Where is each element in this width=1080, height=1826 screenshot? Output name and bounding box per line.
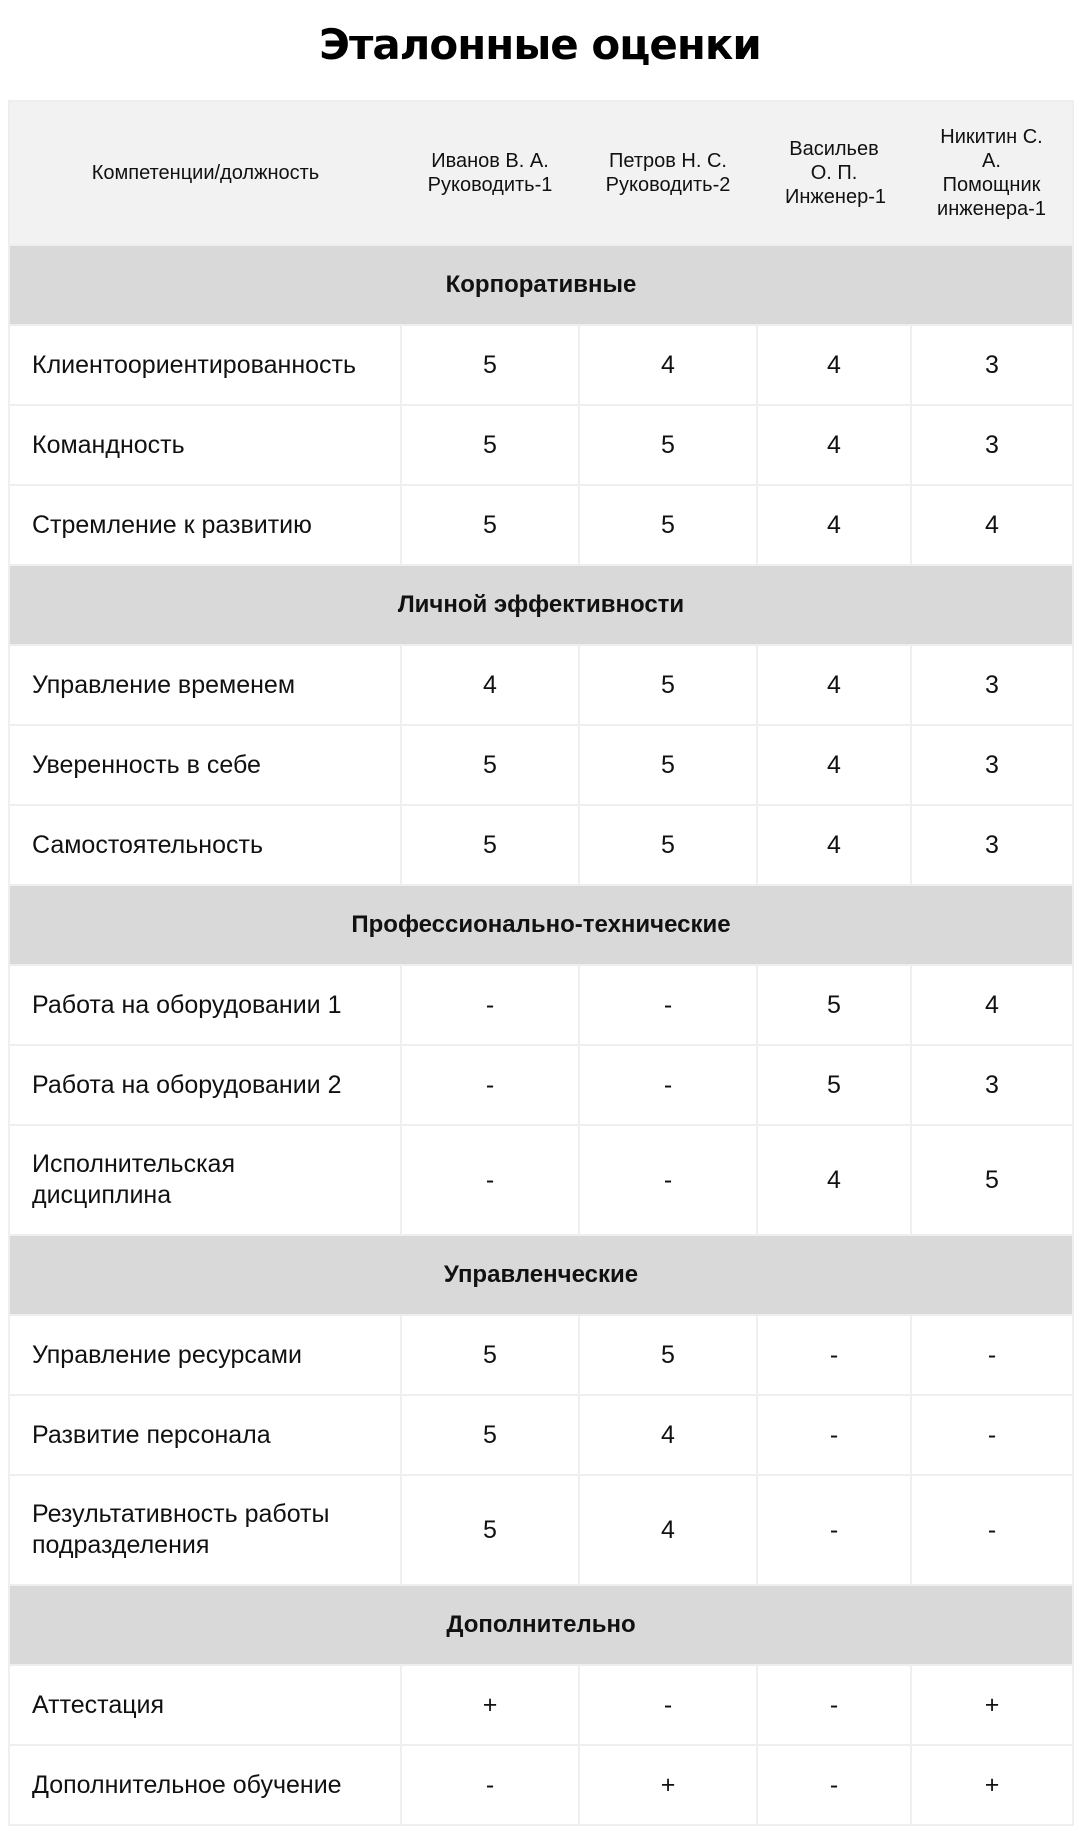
score-cell: + (911, 1745, 1073, 1825)
table-row (9, 645, 1073, 725)
table-row (9, 1745, 1073, 1825)
score-cell: + (579, 1745, 757, 1825)
table-row (9, 1045, 1073, 1125)
competency-name: Уверенность в себе (9, 725, 401, 805)
competency-name: Работа на оборудовании 1 (9, 965, 401, 1045)
group-label: Корпоративные (9, 245, 1073, 325)
score-cell: - (757, 1315, 911, 1395)
score-cell: + (911, 1665, 1073, 1745)
score-cell: 5 (911, 1125, 1073, 1235)
header-competencies: Компетенции/должность (9, 101, 401, 245)
score-cell: 4 (579, 1475, 757, 1585)
score-cell: 4 (579, 325, 757, 405)
score-cell: - (911, 1315, 1073, 1395)
score-cell: - (911, 1475, 1073, 1585)
score-cell: - (757, 1665, 911, 1745)
score-cell: 4 (579, 1395, 757, 1475)
table-row (9, 1315, 1073, 1395)
score-cell: - (579, 1125, 757, 1235)
score-cell: 5 (579, 485, 757, 565)
competency-name: Стремление к развитию (9, 485, 401, 565)
score-cell: 5 (401, 1395, 579, 1475)
score-cell: - (401, 1125, 579, 1235)
score-cell: - (757, 1475, 911, 1585)
score-cell: 5 (579, 725, 757, 805)
group-row (9, 1235, 1073, 1315)
score-cell: 5 (401, 725, 579, 805)
header-employee-3: Васильев О. П. Инженер-1 (757, 101, 911, 245)
competency-name: Развитие персонала (9, 1395, 401, 1475)
score-cell: 3 (911, 725, 1073, 805)
score-cell: - (401, 1745, 579, 1825)
table-row (9, 1395, 1073, 1475)
score-cell: 5 (401, 405, 579, 485)
table-row (9, 485, 1073, 565)
competency-name: Самостоятельность (9, 805, 401, 885)
table-row (9, 965, 1073, 1045)
header-row (9, 101, 1073, 245)
score-cell: - (757, 1395, 911, 1475)
score-cell: 5 (401, 1315, 579, 1395)
score-cell: 5 (401, 485, 579, 565)
score-cell: 3 (911, 1045, 1073, 1125)
score-cell: 4 (911, 485, 1073, 565)
score-cell: 3 (911, 805, 1073, 885)
score-cell: 3 (911, 405, 1073, 485)
score-cell: 4 (401, 645, 579, 725)
score-cell: 4 (757, 405, 911, 485)
competency-name: Управление ресурсами (9, 1315, 401, 1395)
group-row (9, 565, 1073, 645)
page-title: Эталонные оценки (319, 20, 761, 69)
score-cell: 4 (757, 725, 911, 805)
score-cell: 5 (579, 1315, 757, 1395)
score-cell: - (579, 1045, 757, 1125)
table-row (9, 1125, 1073, 1235)
competency-name: Аттестация (9, 1665, 401, 1745)
score-cell: 5 (579, 645, 757, 725)
group-label: Профессионально-технические (9, 885, 1073, 965)
competency-name: Клиентоориентированность (9, 325, 401, 405)
score-cell: 5 (401, 1475, 579, 1585)
table-row (9, 1665, 1073, 1745)
competency-name: Результативность работы подразделения (9, 1475, 401, 1585)
group-label: Управленческие (9, 1235, 1073, 1315)
score-cell: 4 (757, 325, 911, 405)
score-cell: - (911, 1395, 1073, 1475)
table-row (9, 325, 1073, 405)
score-cell: - (579, 965, 757, 1045)
group-label: Личной эффективности (9, 565, 1073, 645)
group-row (9, 245, 1073, 325)
table-row (9, 405, 1073, 485)
score-cell: - (401, 1045, 579, 1125)
competency-name: Работа на оборудовании 2 (9, 1045, 401, 1125)
group-row (9, 1585, 1073, 1665)
score-cell: 3 (911, 645, 1073, 725)
table-row (9, 725, 1073, 805)
competency-name: Управление временем (9, 645, 401, 725)
score-cell: 5 (401, 805, 579, 885)
score-cell: 5 (579, 805, 757, 885)
score-cell: 5 (757, 965, 911, 1045)
header-employee-4: Никитин С. А. Помощник инженера-1 (911, 101, 1073, 245)
reference-scores-table (8, 100, 1074, 1826)
group-row (9, 885, 1073, 965)
score-cell: 4 (911, 965, 1073, 1045)
score-cell: 5 (401, 325, 579, 405)
score-cell: - (757, 1745, 911, 1825)
competency-name: Дополнительное обучение (9, 1745, 401, 1825)
table-row (9, 805, 1073, 885)
score-cell: 5 (579, 405, 757, 485)
competency-name: Командность (9, 405, 401, 485)
score-cell: 4 (757, 485, 911, 565)
score-cell: 5 (757, 1045, 911, 1125)
group-label: Дополнительно (9, 1585, 1073, 1665)
score-cell: - (401, 965, 579, 1045)
score-cell: 4 (757, 805, 911, 885)
score-cell: 4 (757, 645, 911, 725)
table-row (9, 1475, 1073, 1585)
competency-name: Исполнительская дисциплина (9, 1125, 401, 1235)
score-cell: 3 (911, 325, 1073, 405)
score-cell: - (579, 1665, 757, 1745)
header-employee-1: Иванов В. А. Руководить-1 (401, 101, 579, 245)
score-cell: 4 (757, 1125, 911, 1235)
score-cell: + (401, 1665, 579, 1745)
header-employee-2: Петров Н. С. Руководить-2 (579, 101, 757, 245)
